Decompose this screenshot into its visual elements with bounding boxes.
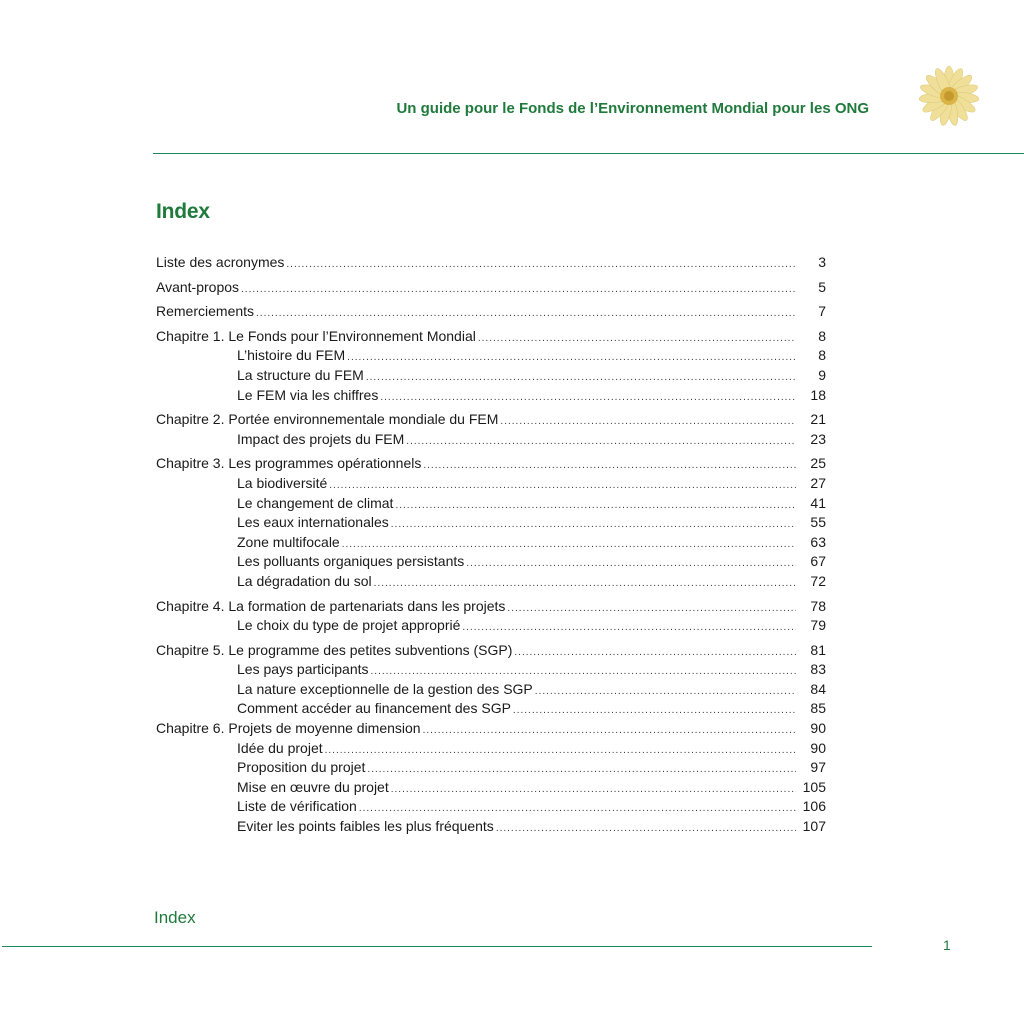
toc-entry-title: Chapitre 5. Le programme des petites subventions (SGP) — [156, 641, 513, 658]
dot-leader — [391, 515, 796, 535]
toc-entry-page: 63 — [810, 533, 826, 550]
toc-entry-page: 25 — [810, 455, 826, 472]
toc-entry-title: Mise en œuvre du projet — [237, 778, 389, 795]
dot-leader — [500, 412, 796, 432]
toc-entry[interactable] — [156, 660, 826, 680]
toc-entry[interactable] — [156, 641, 826, 661]
toc-entry[interactable] — [156, 253, 826, 273]
toc-entry-page: 85 — [810, 700, 826, 717]
daisy-flower-icon — [912, 63, 986, 129]
dot-leader — [513, 701, 796, 721]
toc-entry[interactable] — [156, 346, 826, 366]
toc-entry-title: La structure du FEM — [237, 366, 364, 383]
toc-entry-page: 67 — [810, 553, 826, 570]
toc-entry-page: 90 — [810, 739, 826, 756]
toc-entry-page: 106 — [802, 798, 826, 815]
toc-entry[interactable] — [156, 572, 826, 592]
footer-rule — [2, 946, 872, 947]
toc-entry-page: 5 — [818, 278, 826, 295]
toc-entry-title: Idée du projet — [237, 739, 323, 756]
toc-entry-title: Le choix du type de projet approprié — [237, 617, 461, 634]
toc-entry-title: Chapitre 3. Les programmes opérationnels — [156, 455, 422, 472]
toc-entry[interactable] — [156, 513, 826, 533]
toc-entry-page: 23 — [810, 430, 826, 447]
dot-leader — [329, 476, 796, 496]
dot-leader — [391, 780, 796, 800]
dot-leader — [366, 368, 796, 388]
toc-entry-page: 78 — [810, 597, 826, 614]
toc-entry-page: 8 — [818, 327, 826, 344]
dot-leader — [514, 643, 796, 663]
toc-entry[interactable] — [156, 278, 826, 298]
toc-entry-title: Chapitre 1. Le Fonds pour l’Environnement Mondial — [156, 327, 476, 344]
toc-entry-title: Les polluants organiques persistants — [237, 553, 465, 570]
toc-entry-title: La nature exceptionnelle de la gestion des SGP — [237, 680, 533, 697]
toc-entry[interactable] — [156, 533, 826, 553]
toc-entry[interactable] — [156, 616, 826, 636]
dot-leader — [367, 760, 796, 780]
toc-entry-page: 3 — [818, 254, 826, 270]
toc-entry[interactable] — [156, 817, 826, 837]
toc-entry-title: Comment accéder au financement des SGP — [237, 700, 511, 717]
toc-entry[interactable] — [156, 797, 826, 817]
table-of-contents — [156, 253, 826, 837]
toc-entry[interactable] — [156, 474, 826, 494]
toc-entry-title: Eviter les points faibles les plus fréquents — [237, 818, 494, 835]
toc-entry-page: 105 — [802, 778, 826, 795]
toc-entry-title: Les pays participants — [237, 661, 369, 678]
toc-entry-title: Avant-propos — [156, 278, 240, 295]
dot-leader — [380, 388, 796, 408]
toc-entry[interactable] — [156, 699, 826, 719]
dot-leader — [478, 329, 796, 349]
toc-entry-page: 72 — [810, 572, 826, 589]
toc-entry[interactable] — [156, 680, 826, 700]
toc-entry-page: 27 — [810, 474, 826, 491]
toc-entry-title: La biodiversité — [237, 474, 328, 491]
toc-entry-page: 7 — [818, 303, 826, 320]
dot-leader — [462, 618, 796, 638]
toc-entry-page: 18 — [810, 386, 826, 403]
toc-entry[interactable] — [156, 430, 826, 450]
toc-entry-page: 97 — [810, 759, 826, 776]
toc-entry[interactable] — [156, 494, 826, 514]
toc-entry-title: Proposition du projet — [237, 759, 366, 776]
toc-entry[interactable] — [156, 454, 826, 474]
toc-entry-page: 21 — [810, 411, 826, 428]
dot-leader — [423, 456, 796, 476]
toc-entry-title: Impact des projets du FEM — [237, 430, 405, 447]
toc-entry[interactable] — [156, 386, 826, 406]
dot-leader — [374, 574, 796, 594]
toc-entry-page: 90 — [810, 720, 826, 737]
dot-leader — [406, 432, 796, 452]
toc-entry-title: L’histoire du FEM — [237, 347, 346, 364]
dot-leader — [466, 554, 796, 574]
toc-entry-title: Remerciements — [156, 303, 255, 320]
page-title: Index — [156, 200, 210, 223]
dot-leader — [256, 304, 796, 324]
page-number: 1 — [943, 937, 951, 953]
toc-entry[interactable] — [156, 366, 826, 386]
toc-entry-title: Les eaux internationales — [237, 514, 389, 531]
toc-entry-page: 55 — [810, 514, 826, 531]
dot-leader — [423, 721, 796, 741]
dot-leader — [535, 682, 796, 702]
toc-entry[interactable] — [156, 778, 826, 798]
toc-entry[interactable] — [156, 739, 826, 759]
toc-entry[interactable] — [156, 719, 826, 739]
toc-entry-title: Liste des acronymes — [156, 254, 285, 270]
dot-leader — [241, 280, 796, 300]
toc-entry-page: 9 — [818, 366, 826, 383]
dot-leader — [395, 496, 796, 516]
toc-entry-page: 84 — [810, 680, 826, 697]
toc-entry[interactable] — [156, 597, 826, 617]
toc-entry-title: Le FEM via les chiffres — [237, 386, 379, 403]
toc-entry-title: Chapitre 6. Projets de moyenne dimension — [156, 720, 421, 737]
toc-entry-page: 79 — [810, 617, 826, 634]
dot-leader — [325, 741, 796, 761]
toc-entry-page: 83 — [810, 661, 826, 678]
toc-entry-title: Liste de vérification — [237, 798, 357, 815]
toc-entry-title: Zone multifocale — [237, 533, 340, 550]
toc-entry[interactable] — [156, 552, 826, 572]
toc-entry[interactable] — [156, 302, 826, 322]
dot-leader — [347, 348, 796, 368]
toc-entry-title: Le changement de climat — [237, 494, 394, 511]
header-rule — [153, 153, 1024, 154]
dot-leader — [507, 599, 796, 619]
toc-entry[interactable] — [156, 758, 826, 778]
toc-entry[interactable] — [156, 410, 826, 430]
toc-entry-page: 41 — [810, 494, 826, 511]
dot-leader — [286, 255, 796, 275]
toc-entry-title: Chapitre 4. La formation de partenariats dans les projets — [156, 597, 506, 614]
toc-entry-page: 81 — [810, 641, 826, 658]
toc-entry-page: 107 — [802, 818, 826, 835]
toc-entry-title: Chapitre 2. Portée environnementale mondiale du FEM — [156, 411, 499, 428]
toc-entry-page: 8 — [818, 347, 826, 364]
header-title: Un guide pour le Fonds de l’Environnement Mondial pour les ONG — [396, 100, 869, 117]
toc-entry[interactable] — [156, 327, 826, 347]
toc-entry-title: La dégradation du sol — [237, 572, 372, 589]
dot-leader — [496, 819, 796, 839]
footer-title: Index — [154, 908, 196, 927]
